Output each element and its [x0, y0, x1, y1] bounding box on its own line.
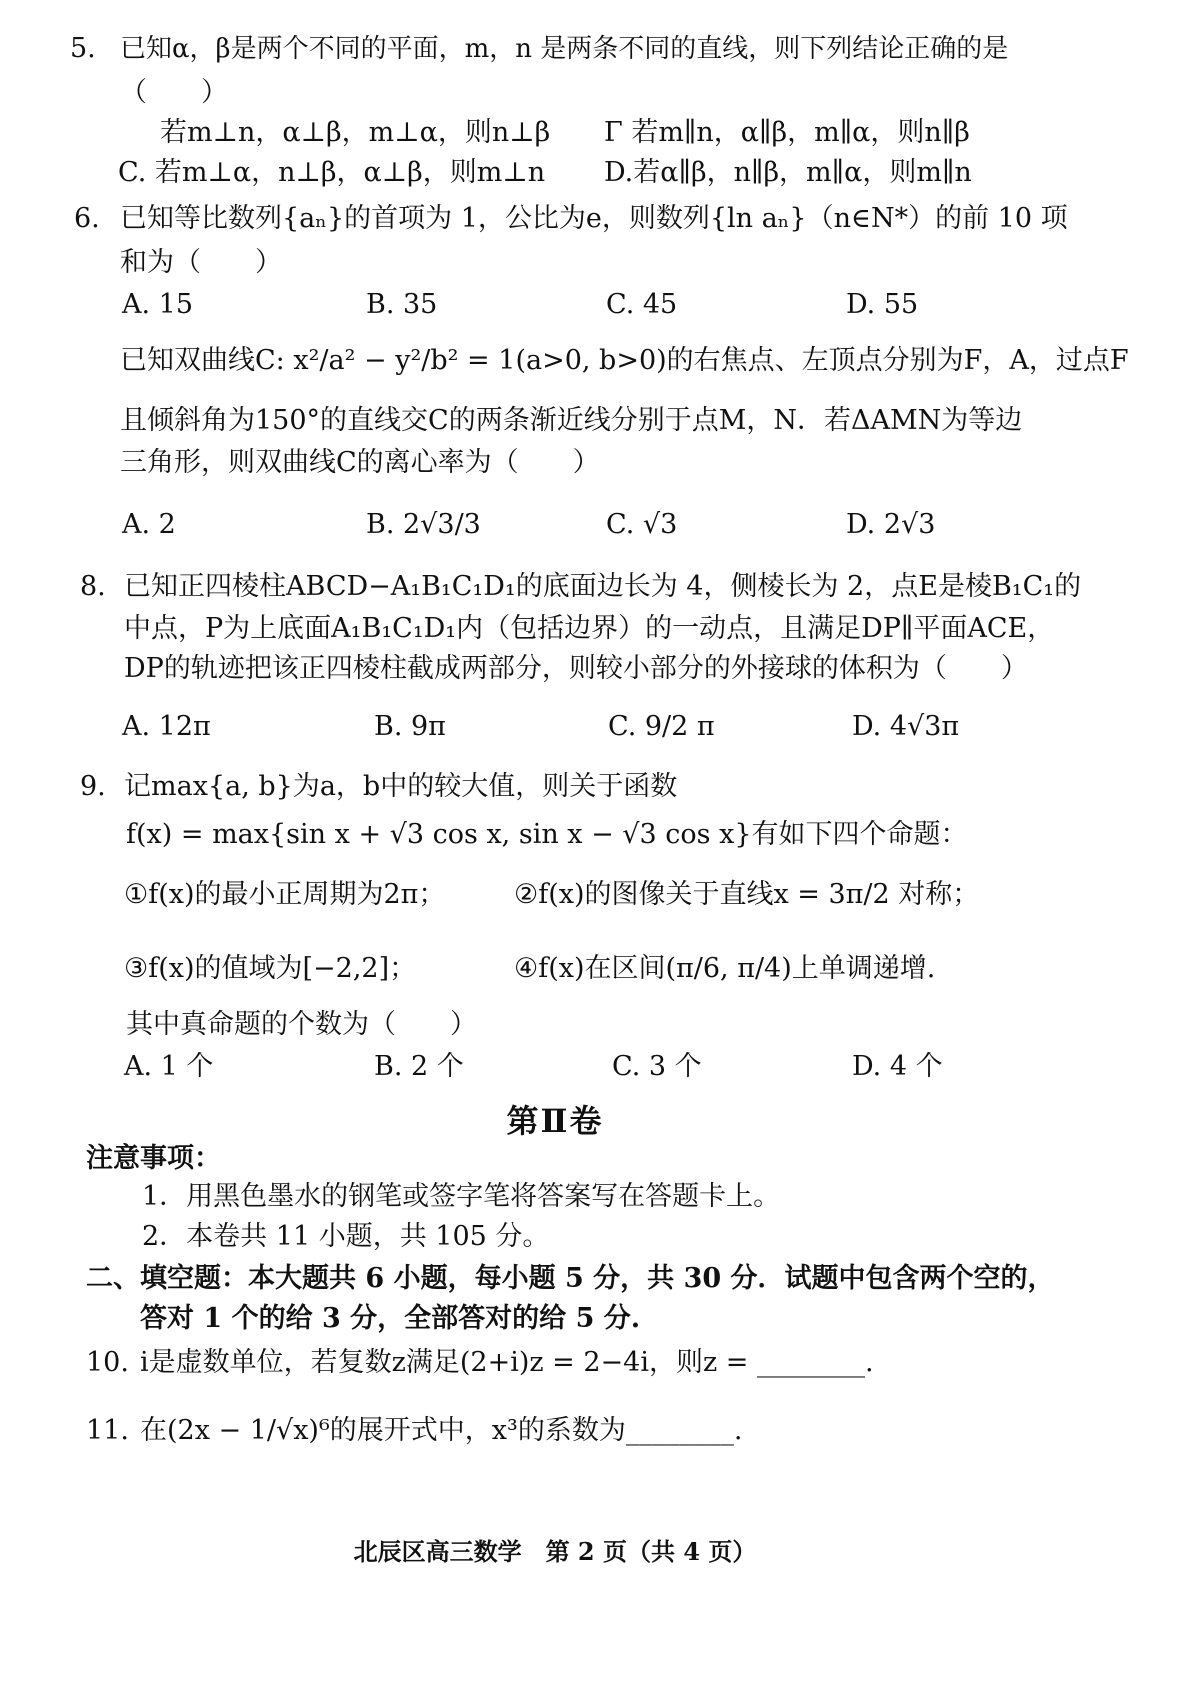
question-9-proposition-4: ④f(x)在区间(π/6, π/4)上单调递增.	[514, 953, 936, 984]
question-5-stem: 已知α，β是两个不同的平面，m，n 是两条不同的直线，则下列结论正确的是	[120, 34, 1009, 64]
question-7-option-b: B. 2√3/3	[366, 509, 481, 540]
question-9-proposition-3: ③f(x)的值域为[−2,2]；	[124, 953, 417, 984]
question-6-option-b: B. 35	[366, 289, 438, 320]
question-9-proposition-1: ①f(x)的最小正周期为2π；	[124, 879, 446, 910]
question-9-option-d: D. 4 个	[852, 1051, 943, 1082]
question-10-number: 10.	[86, 1347, 129, 1378]
question-8-stem: 已知正四棱柱ABCD−A₁B₁C₁D₁的底面边长为 4，侧棱长为 2，点E是棱B₁C₁的	[124, 571, 1082, 602]
question-10-stem: i是虚数单位，若复数z满足(2+i)z = 2−4i，则z = ________.	[140, 1347, 874, 1378]
question-9-proposition-2: ②f(x)的图像关于直线x = 3π/2 对称；	[514, 879, 980, 910]
question-6-number: 6.	[74, 203, 100, 234]
question-5-number: 5.	[70, 33, 96, 64]
question-9-option-b: B. 2 个	[374, 1051, 464, 1082]
question-8-number: 8.	[80, 571, 106, 602]
question-9-function: f(x) = max{sin x + √3 cos x, sin x − √3 cos x}有如下四个命题：	[126, 819, 968, 850]
question-11-stem: 在(2x − 1/√x)⁶的展开式中，x³的系数为________.	[140, 1415, 743, 1446]
question-5-option-d: D.若α∥β，n∥β，m∥α，则m∥n	[604, 157, 972, 188]
question-5-option-b: Γ 若m∥n，α∥β，m∥α，则n∥β	[604, 117, 970, 148]
question-9-option-c: C. 3 个	[612, 1051, 702, 1082]
page-footer: 北辰区高三数学 第 2 页（共 4 页）	[353, 1537, 757, 1566]
question-8-option-c: C. 9/2 π	[608, 711, 715, 742]
question-5-option-c: C. 若m⊥α，n⊥β，α⊥β，则m⊥n	[118, 157, 546, 188]
section-heading-cont: 答对 1 个的给 3 分，全部答对的给 5 分.	[140, 1303, 641, 1334]
question-7-stem-cont: 且倾斜角为150°的直线交C的两条渐近线分别于点M，N．若ΔAMN为等边	[120, 405, 1023, 436]
question-5-paren: （ ）	[120, 77, 228, 108]
question-9-number: 9.	[80, 771, 106, 802]
question-8-option-a: A. 12π	[122, 711, 211, 742]
question-5-option-a: 若m⊥n，α⊥β，m⊥α，则n⊥β	[160, 117, 551, 148]
question-7-option-a: A. 2	[122, 509, 176, 540]
question-7-stem: 已知双曲线C: x²/a² − y²/b² = 1(a>0, b>0)的右焦点、左顶点分别为F，A，过点F	[120, 345, 1129, 376]
question-11-number: 11.	[86, 1415, 129, 1446]
question-6-stem: 已知等比数列{aₙ}的首项为 1，公比为e，则数列{ln aₙ}（n∈N*）的前 10 项	[120, 203, 1068, 234]
question-9-stem: 记max{a, b}为a，b中的较大值，则关于函数	[124, 771, 678, 802]
question-8-stem-cont-2: DP的轨迹把该正四棱柱截成两部分，则较小部分的外接球的体积为（ ）	[124, 653, 1028, 684]
question-7-option-d: D. 2√3	[846, 509, 936, 540]
question-8-option-b: B. 9π	[374, 711, 446, 742]
section-heading: 二、填空题：本大题共 6 小题，每小题 5 分，共 30 分．试题中包含两个空的，	[86, 1263, 1055, 1294]
question-7-option-c: C. √3	[606, 509, 678, 540]
question-9-ask: 其中真命题的个数为（ ）	[126, 1009, 477, 1040]
question-8-stem-cont: 中点，P为上底面A₁B₁C₁D₁内（包括边界）的一动点，且满足DP∥平面ACE，	[124, 613, 1055, 644]
question-6-option-d: D. 55	[846, 289, 919, 320]
question-7-stem-cont-2: 三角形，则双曲线C的离心率为（ ）	[120, 447, 600, 478]
notice-item-2: 2．本卷共 11 小题，共 105 分。	[142, 1221, 550, 1252]
question-9-option-a: A. 1 个	[124, 1051, 214, 1082]
notice-heading: 注意事项：	[86, 1143, 221, 1174]
question-6-stem-cont: 和为（ ）	[120, 247, 282, 278]
question-8-option-d: D. 4√3π	[852, 711, 960, 742]
part-2-title: 第Ⅱ卷	[506, 1102, 604, 1140]
notice-item-1: 1．用黑色墨水的钢笔或签字笔将答案写在答题卡上。	[142, 1181, 781, 1212]
question-6-option-c: C. 45	[606, 289, 678, 320]
question-6-option-a: A. 15	[122, 289, 194, 320]
